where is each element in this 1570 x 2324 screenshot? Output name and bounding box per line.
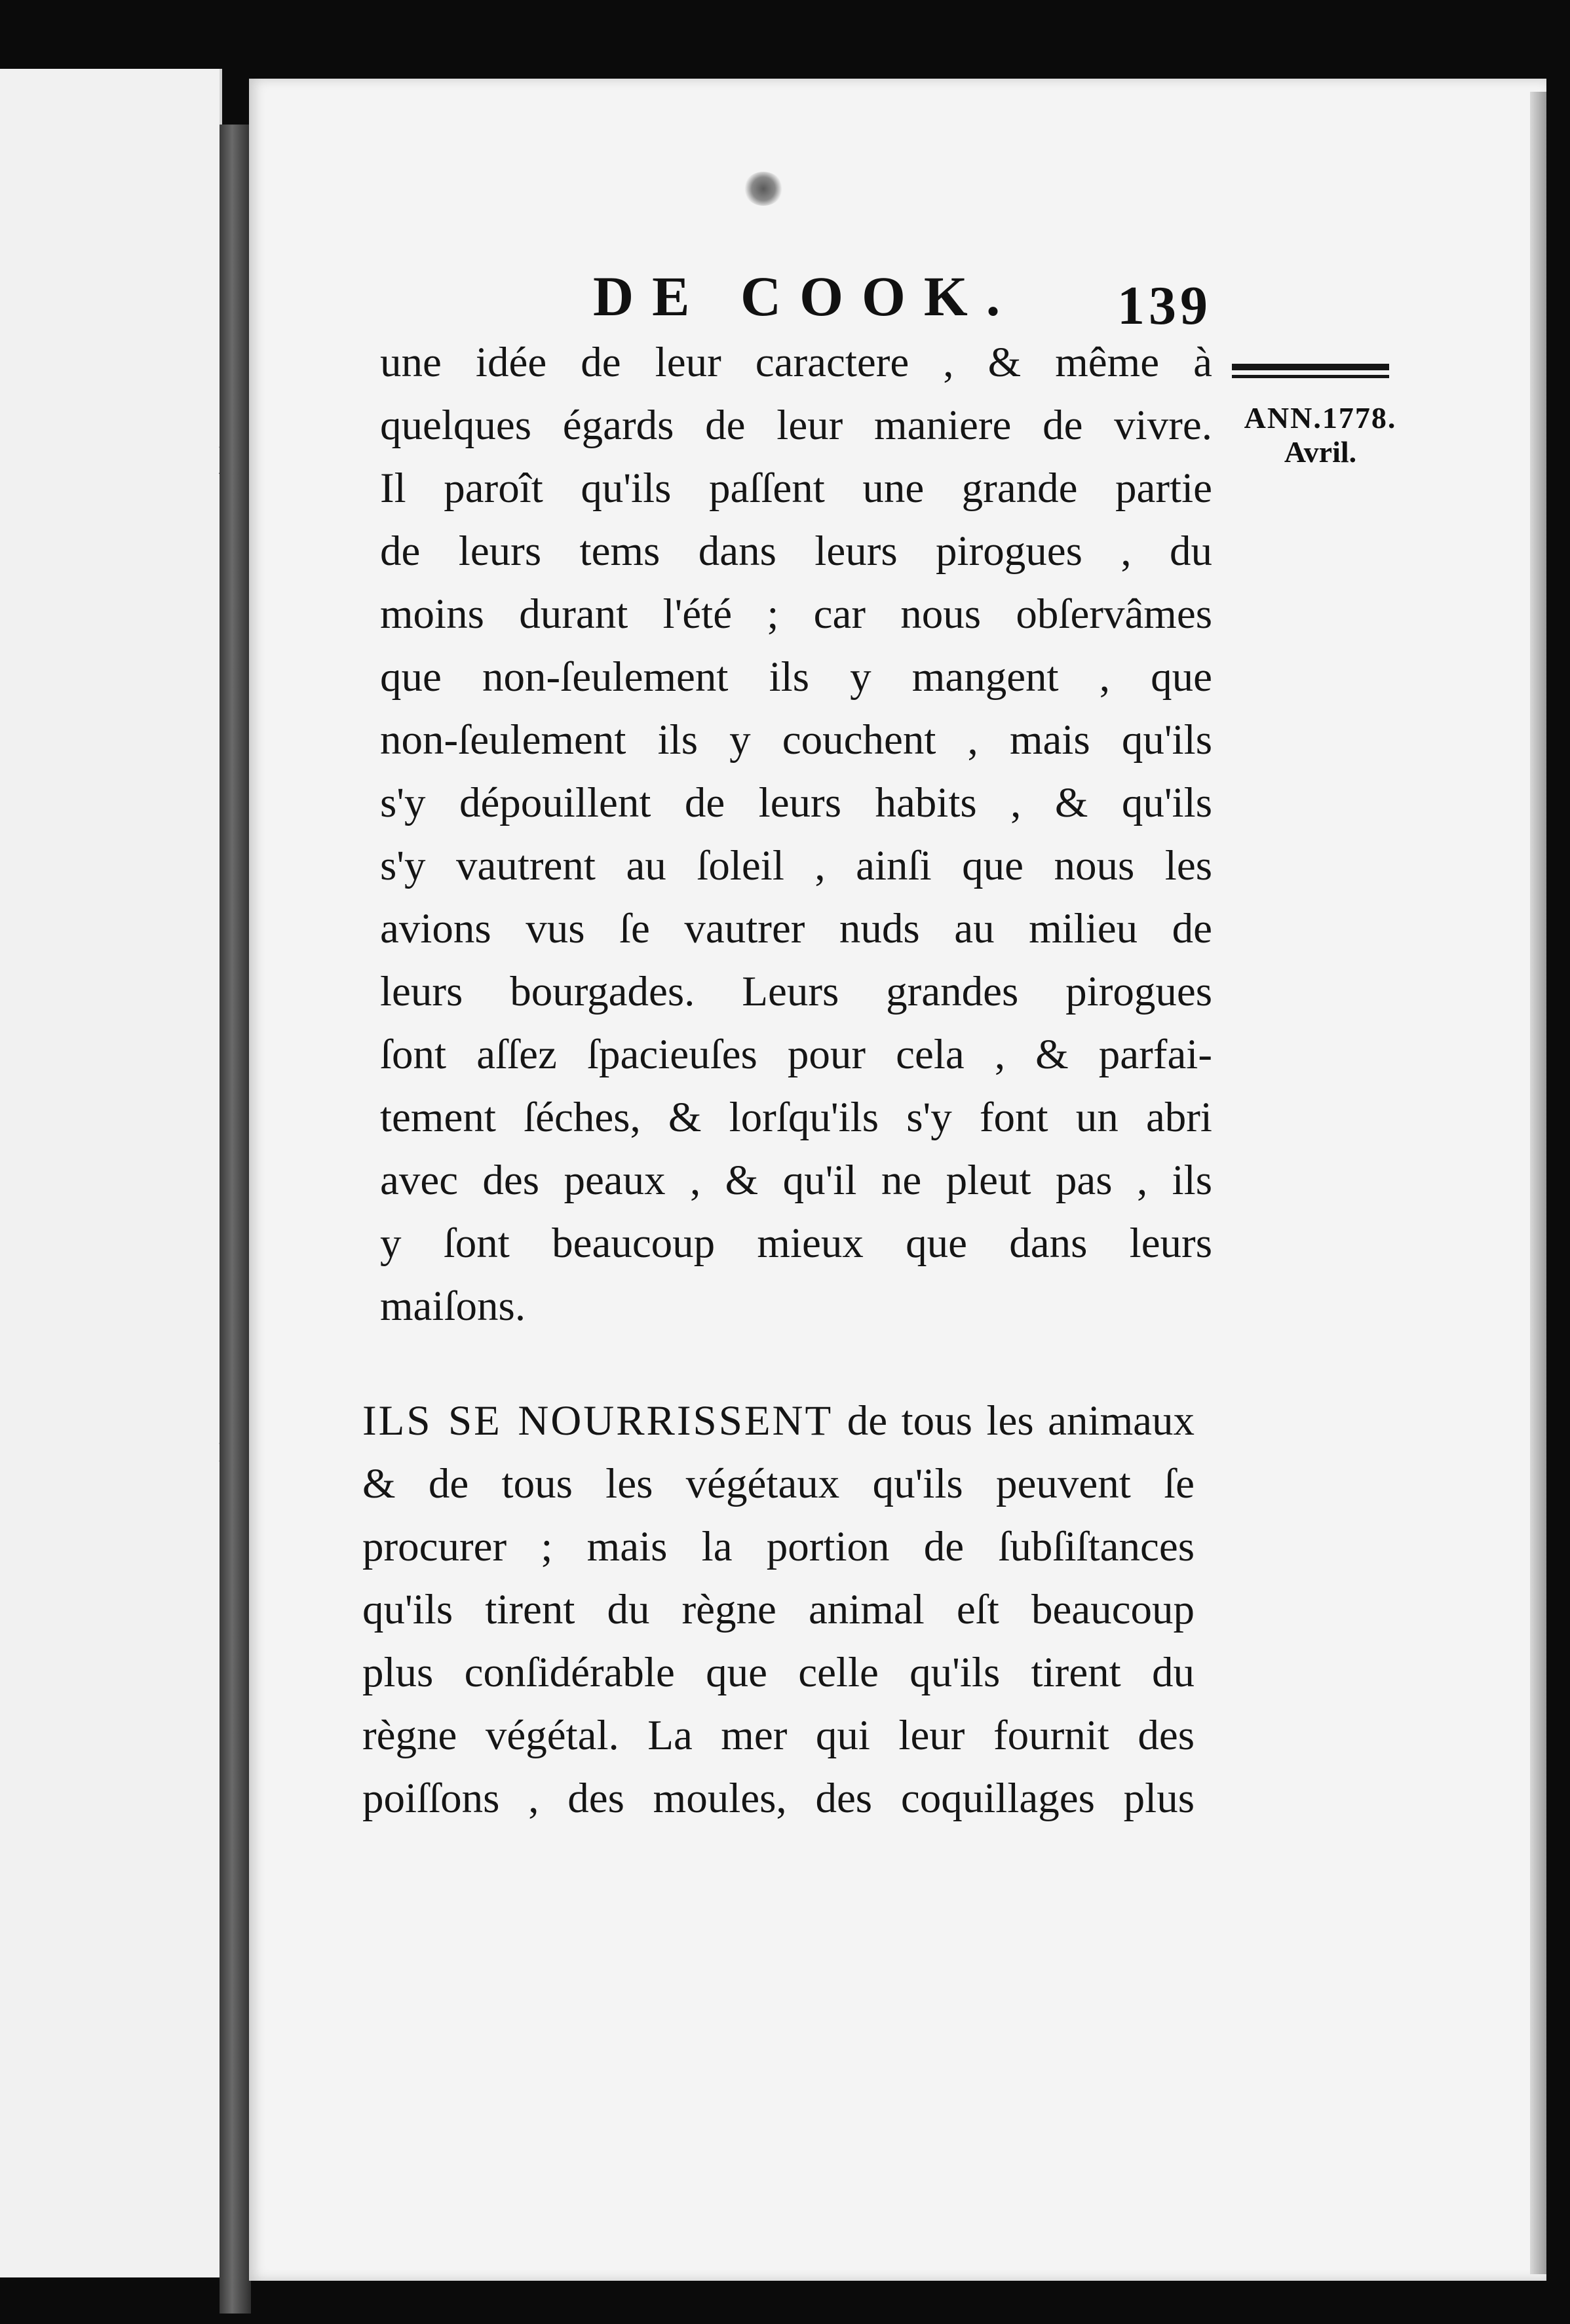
margin-note-month: Avril. bbox=[1284, 435, 1357, 469]
paragraph-1-line: quelques égards de leur maniere de vivre. bbox=[380, 402, 1212, 449]
paragraph-1-line: moins durant l'été ; car nous obſervâmes bbox=[380, 591, 1212, 638]
ink-ornament-mark bbox=[744, 172, 783, 206]
paragraph-2-first-rest: de tous les animaux bbox=[847, 1397, 1195, 1444]
page-edge bbox=[1530, 92, 1546, 2274]
paragraph-1-line: une idée de leur caractere , & même à bbox=[380, 339, 1212, 386]
paragraph-2-line: plus conſidérable que celle qu'ils tirent du bbox=[362, 1649, 1195, 1696]
paragraph-2-line: qu'ils tirent du règne animal eſt beaucoup bbox=[362, 1586, 1195, 1633]
paragraph-1-line: Il paroît qu'ils paſſent une grande partie bbox=[380, 465, 1212, 512]
paragraph-1-line: y ſont beaucoup mieux que dans leurs bbox=[380, 1220, 1212, 1267]
paragraph-1-line: avec des peaux , & qu'il ne pleut pas , ils bbox=[380, 1157, 1212, 1204]
paragraph-2-line: & de tous les végétaux qu'ils peuvent ſe bbox=[362, 1460, 1195, 1507]
paragraph-1-line: ſont aſſez ſpacieuſes pour cela , & parfai- bbox=[380, 1031, 1212, 1078]
paragraph-1-line: que non-ſeulement ils y mangent , que bbox=[380, 653, 1212, 701]
paragraph-1-line: de leurs tems dans leurs pirogues , du bbox=[380, 528, 1212, 575]
margin-rule-top bbox=[1232, 364, 1389, 370]
paragraph-2-line bbox=[362, 1389, 1195, 1452]
paragraph-1-line: s'y dépouillent de leurs habits , & qu'ils bbox=[380, 779, 1212, 826]
paragraph-2-lead: ILS SE NOURRISSENT bbox=[362, 1397, 833, 1444]
running-title: DE COOK. bbox=[593, 265, 1019, 328]
book-gutter bbox=[220, 125, 251, 2314]
paragraph-1-line: avions vus ſe vautrer nuds au milieu de bbox=[380, 905, 1212, 952]
paragraph-2-line: règne végétal. La mer qui leur fournit des bbox=[362, 1712, 1195, 1759]
previous-page bbox=[0, 69, 222, 2277]
paragraph-1-line: tement ſéches, & lorſqu'ils s'y font un abri bbox=[380, 1094, 1212, 1141]
paragraph-1 bbox=[380, 331, 1212, 1338]
paragraph-1-line: non-ſeulement ils y couchent , mais qu'ils bbox=[380, 716, 1212, 764]
paragraph-2-line: poiſſons , des moules, des coquillages plus bbox=[362, 1775, 1195, 1822]
paragraph-2-line: procurer ; mais la portion de ſubſiſtances bbox=[362, 1523, 1195, 1570]
margin-note bbox=[1232, 401, 1409, 469]
paragraph-1-line: leurs bourgades. Leurs grandes pirogues bbox=[380, 968, 1212, 1015]
margin-note-year: ANN.1778. bbox=[1244, 401, 1397, 435]
paragraph-2 bbox=[362, 1389, 1195, 1830]
page-number: 139 bbox=[1117, 275, 1212, 336]
paragraph-1-line: maiſons. bbox=[380, 1283, 526, 1330]
paragraph-1-line: s'y vautrent au ſoleil , ainſi que nous les bbox=[380, 842, 1212, 889]
margin-rule-bottom bbox=[1232, 375, 1389, 378]
